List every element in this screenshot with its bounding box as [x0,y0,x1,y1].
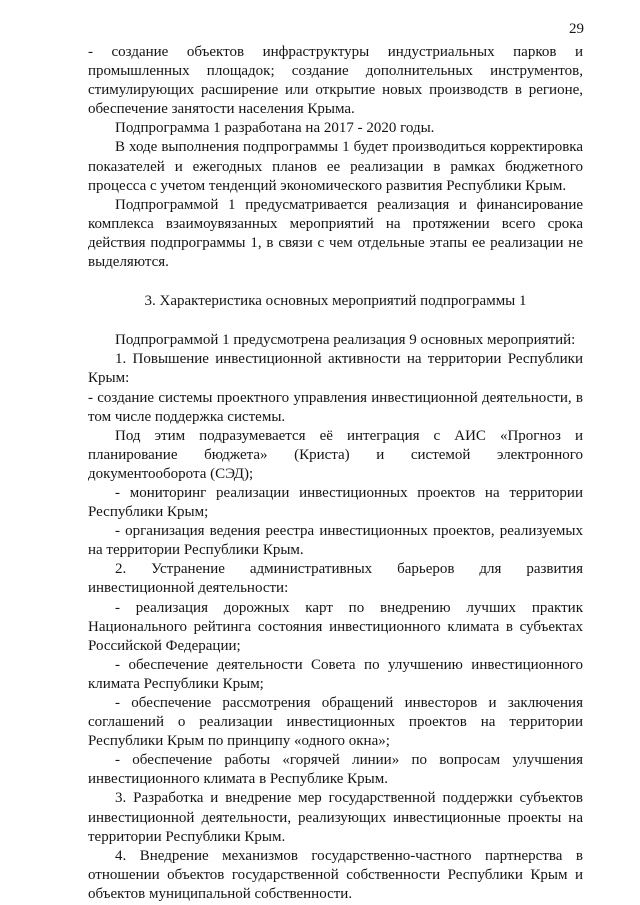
paragraph-item-1-detail: Под этим подразумевается её интеграция с АИС «Прогноз и планирование бюджета» (Криста) и системой электронного документооборота (СЭД); [88,427,583,482]
paragraph-item-2-4: - обеспечение работы «горячей линии» по вопросам улучшения инвестиционного климата в Республике Крым. [88,752,583,788]
paragraph-years: Подпрограмма 1 разработана на 2017 - 2020 годы. [115,120,435,137]
paragraph-item-4: 4. Внедрение механизмов государственно-частного партнерства в отношении объектов государственной собственности Республики Крым и объектов муниципальной собственности. [88,847,583,902]
page-number: 29 [569,21,584,37]
document-body [88,43,583,904]
paragraph-item-2-1: - реализация дорожных карт по внедрению лучших практик Национального рейтинга состояния инвестиционного климата в субъектах Российской Федерации; [88,599,583,654]
paragraph-infrastructure: - создание объектов инфраструктуры индустриальных парков и промышленных площадок; создание дополнительных инструментов, стимулирующих расширение или открытие новых производств в регионе, обеспечение занятости населения Крыма. [88,44,583,118]
paragraph-item-2-2: - обеспечение деятельности Совета по улучшению инвестиционного климата Республики Крым; [88,656,583,692]
paragraph-intro: Подпрограммой 1 предусмотрена реализация 9 основных мероприятий: [115,332,576,349]
paragraph-financing: Подпрограммой 1 предусматривается реализация и финансирование комплекса взаимоувязанных мероприятий на протяжении всего срока действия подпрограммы 1, в связи с чем отдельные этапы ее реализации не выделяются. [88,196,583,271]
paragraph-item-2-3: - обеспечение рассмотрения обращений инвесторов и заключения соглашений о реализации инвестиционных проектов на территории Республики Крым по принципу «одного окна»; [88,695,583,750]
spacer [88,272,583,292]
paragraph-adjustment: В ходе выполнения подпрограммы 1 будет производиться корректировка показателей и ежегодных планов ее реализации в рамках бюджетного процесса с учетом тенденций экономического развития Республики Крым. [88,139,583,194]
paragraph-item-3: 3. Разработка и внедрение мер государственной поддержки субъектов инвестиционной деятельности, реализующих инвестиционные проекты на территории Республики Крым. [88,790,583,845]
paragraph-item-1-3: - организация ведения реестра инвестиционных проектов, реализуемых на территории Республики Крым. [88,523,583,559]
paragraph-item-2: 2. Устранение административных барьеров для развития инвестиционной деятельности: [88,561,583,597]
paragraph-item-1: 1. Повышение инвестиционной активности на территории Республики Крым: [88,351,583,387]
paragraph-item-1-2: - мониторинг реализации инвестиционных проектов на территории Республики Крым; [88,484,583,521]
spacer [88,311,583,331]
paragraph-item-1-1: - создание системы проектного управления инвестиционной деятельности, в том числе поддержка системы. [88,389,583,425]
section-heading: 3. Характеристика основных мероприятий подпрограммы 1 [144,293,527,310]
